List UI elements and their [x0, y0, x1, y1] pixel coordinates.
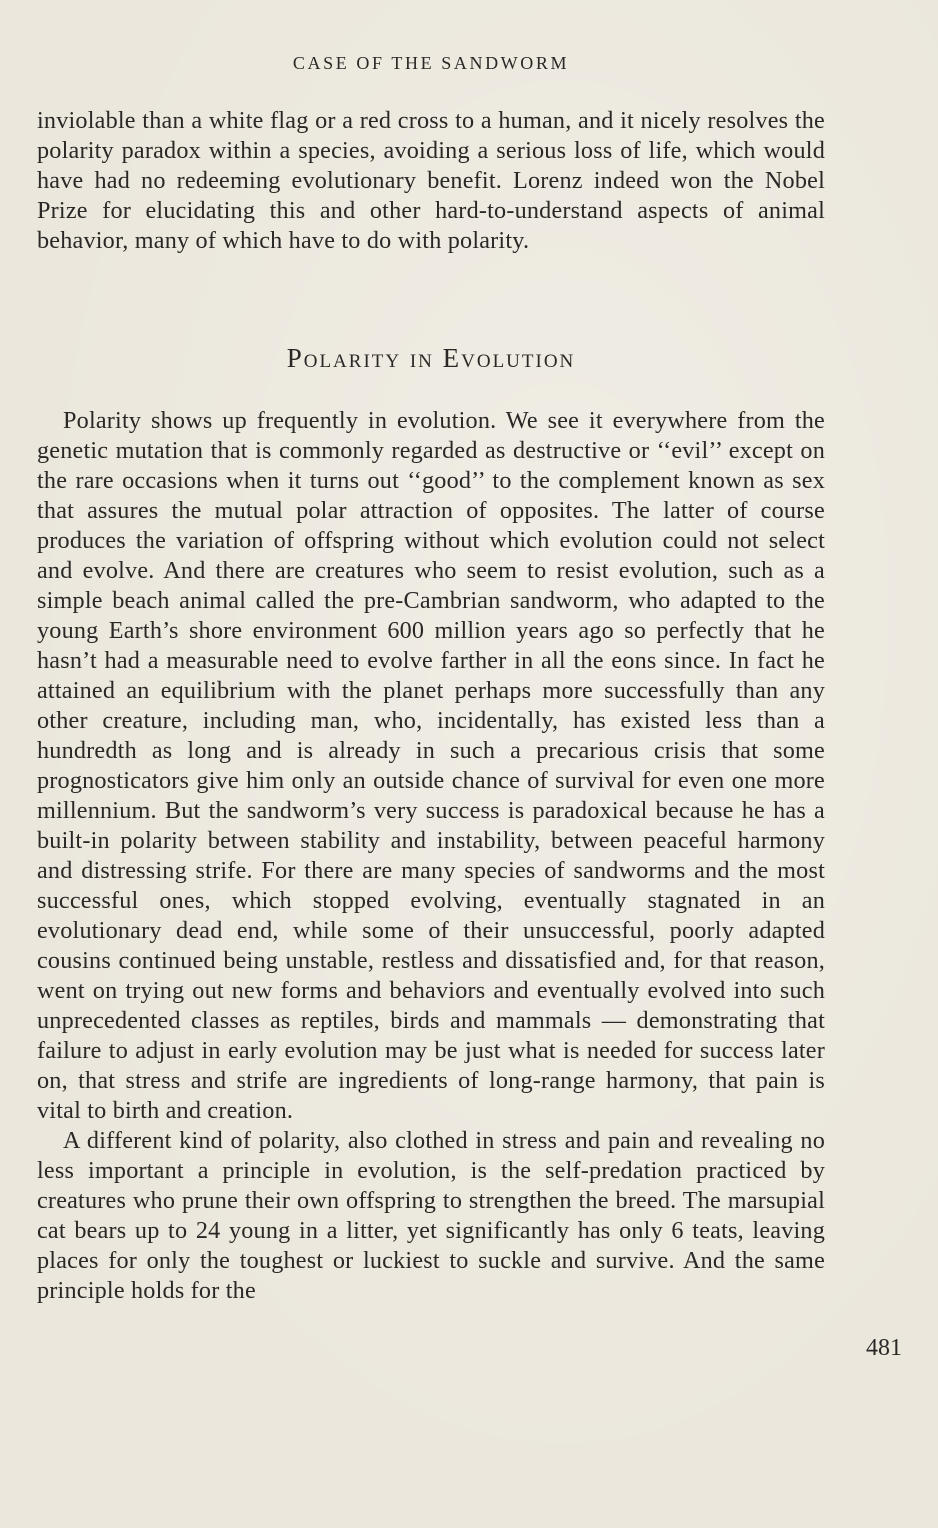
running-head	[0, 53, 938, 74]
paragraph-2: A different kind of polarity, also clothed in stress and pain and revealing no less important a principle in evolution, is the self-predation practiced by creatures who prune their own offspring to strengthen the breed. The marsupial cat bears up to 24 young in a litter, yet significantly has only 6 teats, leaving places for only the toughest or luckiest to suckle and survive. And the same principle holds for the	[37, 1127, 825, 1304]
paragraph-1: Polarity shows up frequently in evolution. We see it everywhere from the genetic mutation that is commonly regarded as destructive or ‘‘evil’’ except on the rare occasions when it turns out ‘‘good’’ to the complement known as sex that assures the mutual polar attraction of opposites. The latter of course produces the variation of offspring without which evolution could not select and evolve. And there are creatures who seem to resist evolution, such as a simple beach animal called the pre-Cambrian sandworm, who adapted to the young Earth’s shore environment 600 million years ago so perfectly that he hasn’t had a measurable need to evolve farther in all the eons since. In fact he attained an equilibrium with the planet perhaps more successfully than any other creature, including man, who, incidentally, has existed less than a hundredth as long and is already in such a precarious crisis that some prognosticators give him only an outside chance of survival for even one more millennium. But the sandworm’s very success is paradoxical because he has a built-in polarity between stability and instability, between peaceful harmony and distressing strife. For there are many species of sandworms and the most successful ones, which stopped evolving, eventually stagnated in an evolutionary dead end, while some of their unsuccessful, poorly adapted cousins continued being unstable, restless and dissatisfied and, for that reason, went on trying out new forms and behaviors and eventually evolved into such unprecedented classes as reptiles, birds and mammals — demonstrating that failure to adjust in early evolution may be just what is needed for success later on, that stress and strife are ingredients of long-range harmony, that pain is vital to birth and creation.	[37, 407, 825, 1124]
body-text-block	[37, 406, 825, 1306]
section-heading: Polarity in Evolution	[286, 343, 576, 373]
continued-paragraph-block	[37, 106, 825, 256]
page-number: 481	[866, 1335, 902, 1361]
running-head-text: CASE OF THE SANDWORM	[292, 53, 570, 73]
continued-paragraph: inviolable than a white flag or a red cross to a human, and it nicely resolves the polarity paradox within a species, avoiding a serious loss of life, which would have had no redeeming evolutionary benefit. Lorenz indeed won the Nobel Prize for elucidating this and other hard-to-understand aspects of animal behavior, many of which have to do with polarity.	[37, 107, 825, 254]
